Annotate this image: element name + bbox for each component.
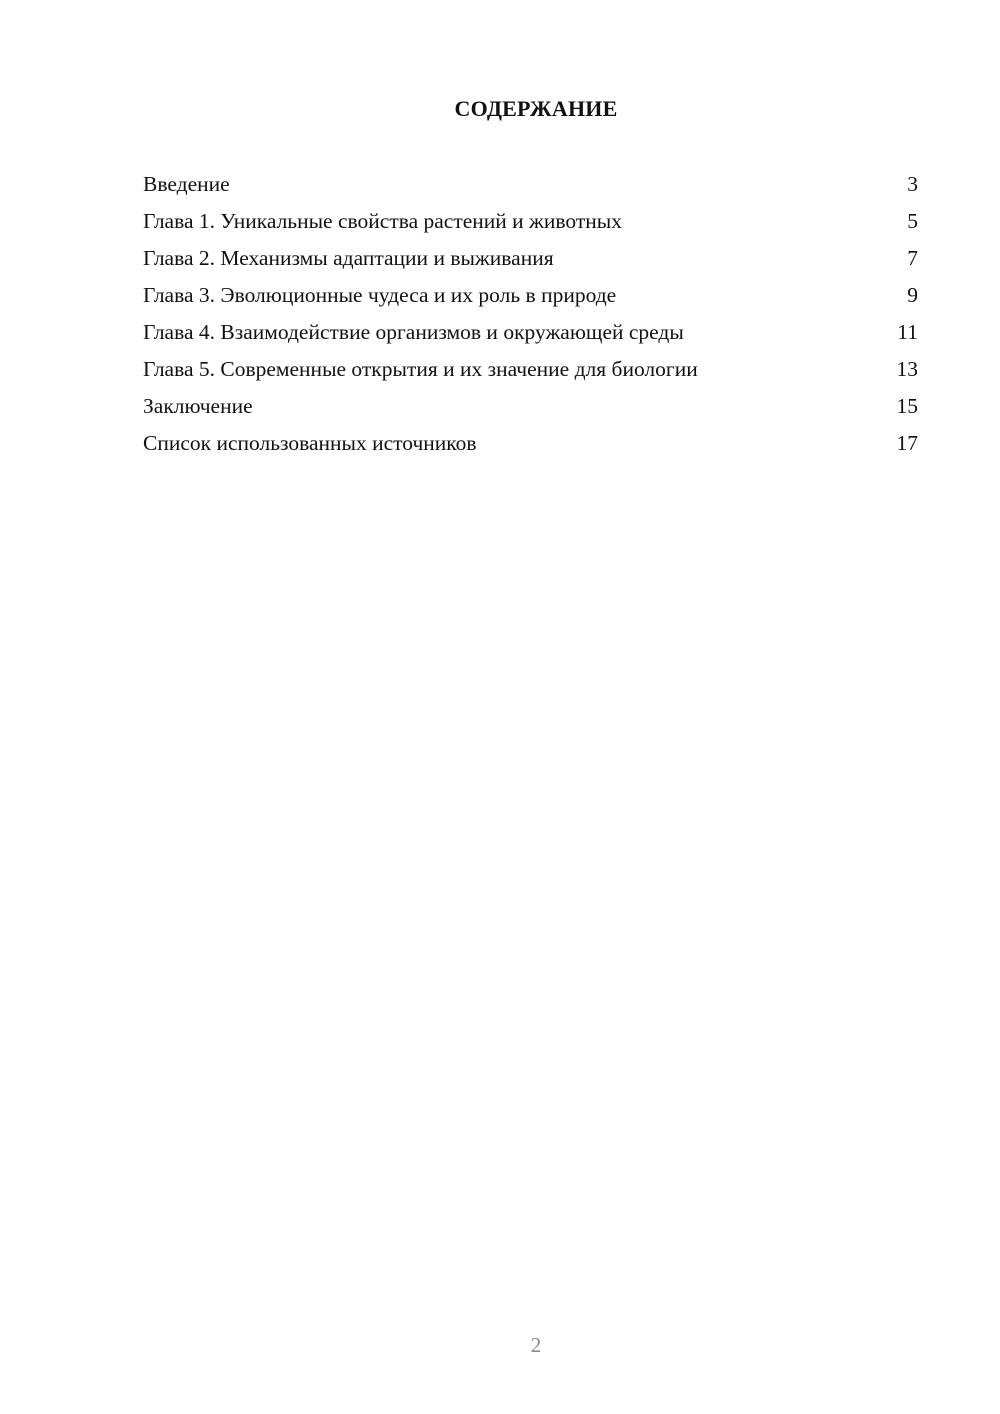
toc-entry-page: 17 [896, 431, 918, 455]
toc-entry-label: Глава 1. Уникальные свойства растений и животных [143, 209, 622, 233]
toc-entry-label: Список использованных источников [143, 431, 477, 455]
toc-entry-page: 13 [896, 357, 918, 381]
table-of-contents [143, 168, 918, 464]
toc-entry-page: 9 [907, 283, 918, 307]
toc-entry-page: 7 [907, 246, 918, 270]
toc-entry-label: Глава 5. Современные открытия и их значение для биологии [143, 357, 698, 381]
toc-entry-chapter-1 [143, 205, 918, 242]
toc-entry-label: Заключение [143, 394, 253, 418]
toc-entry-page: 5 [907, 209, 918, 233]
toc-entry-page: 11 [897, 320, 918, 344]
toc-entry-chapter-4 [143, 316, 918, 353]
toc-entry-references [143, 427, 918, 464]
toc-entry-label: Глава 2. Механизмы адаптации и выживания [143, 246, 554, 270]
toc-entry-page: 3 [907, 172, 918, 196]
toc-entry-chapter-3 [143, 279, 918, 316]
toc-entry-label: Введение [143, 172, 230, 196]
toc-entry-page: 15 [896, 394, 918, 418]
page-number: 2 [530, 1333, 542, 1357]
toc-entry-label: Глава 4. Взаимодействие организмов и окружающей среды [143, 320, 684, 344]
toc-entry-label: Глава 3. Эволюционные чудеса и их роль в природе [143, 283, 617, 307]
toc-entry-chapter-2 [143, 242, 918, 279]
toc-entry-chapter-5 [143, 353, 918, 390]
page-title: СОДЕРЖАНИЕ [454, 96, 618, 121]
toc-entry-conclusion [143, 390, 918, 427]
toc-entry-introduction [143, 168, 918, 205]
